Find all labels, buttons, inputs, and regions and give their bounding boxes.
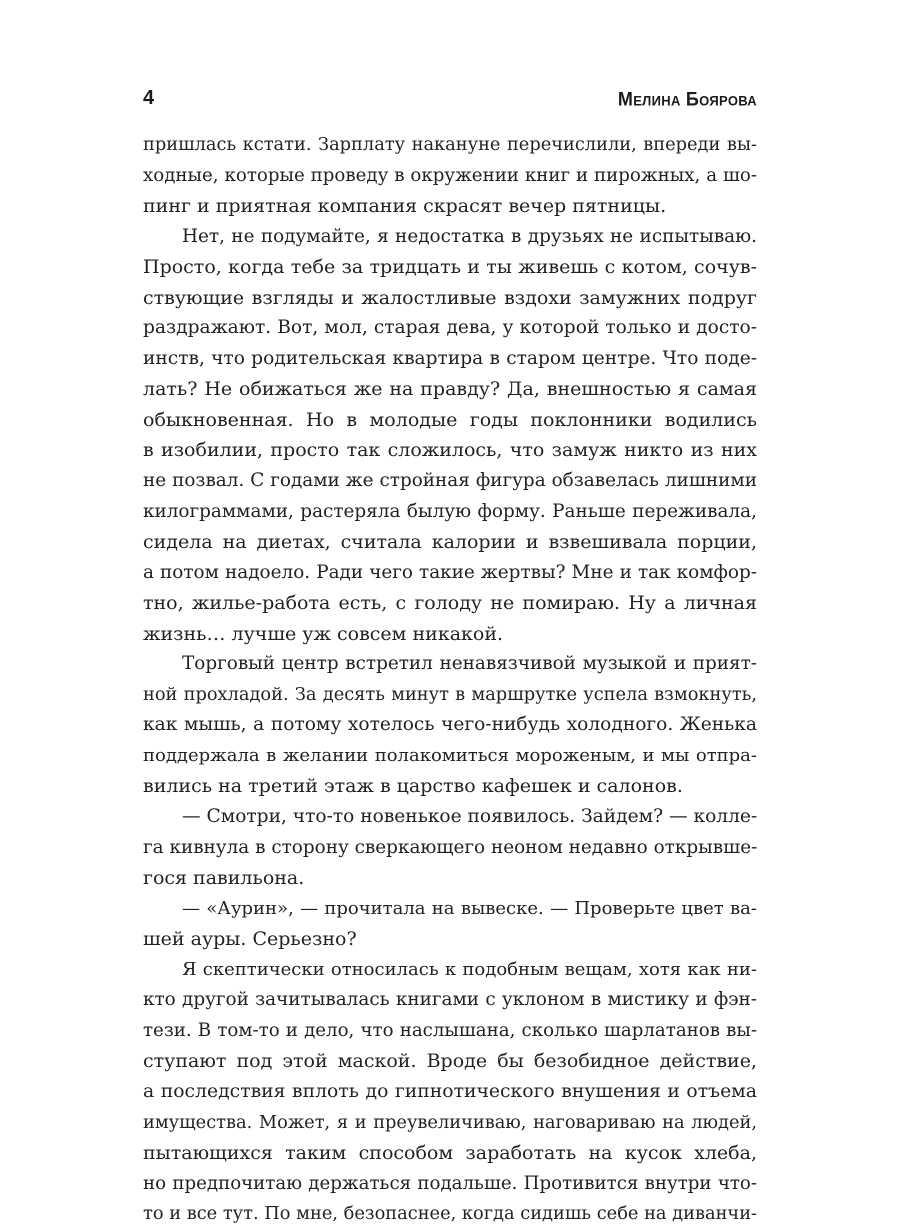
text-line: кто другой зачитывалась книгами с уклоном в мистику и фэн- bbox=[143, 989, 757, 1011]
text-line: но предпочитаю держаться подальше. Противится внутри что- bbox=[143, 1172, 757, 1194]
text-line: тно, жилье-работа есть, с голоду не помираю. Ну а личная bbox=[143, 592, 757, 615]
text-line: а последствия вплоть до гипнотического внушения и отъема bbox=[143, 1080, 757, 1102]
text-line: ступают под этой маской. Вроде бы безобидное действие, bbox=[143, 1050, 757, 1073]
text-line: пришлась кстати. Зарплату накануне перечислили, впереди вы- bbox=[143, 134, 757, 155]
text-line: тези. В том-то и дело, что наслышана, сколько шарлатанов вы- bbox=[143, 1019, 757, 1041]
text-line: а потом надоело. Ради чего такие жертвы? Мне и так комфор- bbox=[143, 561, 757, 583]
body-text bbox=[143, 130, 757, 1230]
text-line: — Смотри, что-то новенькое появилось. Зайдем? — колле- bbox=[182, 806, 757, 828]
text-line: сидела на диетах, считала калории и взвешивала порции, bbox=[143, 531, 757, 554]
text-line: ходные, которые проведу в окружении книг и пирожных, а шо- bbox=[143, 164, 757, 186]
page-header bbox=[143, 84, 757, 118]
text-line: жизнь… лучше уж совсем никакой. bbox=[143, 622, 504, 645]
text-line: Я скептически относилась к подобным вещам, хотя как ни- bbox=[182, 958, 757, 980]
running-head-author: Мелина Боярова bbox=[617, 88, 757, 110]
text-line: вились на третий этаж в царство кафешек и салонов. bbox=[143, 775, 683, 798]
text-line: гося павильона. bbox=[143, 867, 305, 890]
text-line: раздражают. Вот, мол, старая дева, у которой только и досто- bbox=[143, 317, 757, 339]
text-line: инств, что родительская квартира в старом центре. Что поде- bbox=[143, 347, 757, 369]
text-line: не позвал. С годами же стройная фигура обзавелась лишними bbox=[143, 470, 757, 492]
text-line: килограммами, растеряла былую форму. Раньше переживала, bbox=[143, 500, 757, 522]
text-line: Торговый центр встретил ненавязчивой музыкой и прият- bbox=[182, 653, 757, 675]
text-line: пинг и приятная компания скрасят вечер пятницы. bbox=[143, 195, 667, 218]
text-line: — «Аурин», — прочитала на вывеске. — Проверьте цвет ва- bbox=[182, 897, 757, 919]
text-line: шей ауры. Серьезно? bbox=[143, 928, 357, 951]
text-line: то и все тут. По мне, безопаснее, когда сидишь себе на диванчи- bbox=[143, 1203, 757, 1225]
text-line: как мышь, а потому хотелось чего-нибудь холодного. Женька bbox=[143, 714, 757, 736]
page-number: 4 bbox=[143, 87, 155, 109]
text-line: га кивнула в сторону сверкающего неоном недавно открывше- bbox=[143, 836, 757, 858]
text-line: пытающихся таким способом заработать на кусок хлеба, bbox=[143, 1142, 757, 1165]
text-line: Нет, не подумайте, я недостатка в друзьях не испытываю. bbox=[182, 225, 757, 247]
text-line: лать? Не обижаться же на правду? Да, внешностью я самая bbox=[143, 378, 757, 401]
text-line: Просто, когда тебе за тридцать и ты живешь с котом, сочув- bbox=[143, 256, 757, 279]
text-line: поддержала в желании полакомиться мороженым, и мы отпра- bbox=[143, 744, 757, 766]
text-line: ной прохладой. За десять минут в маршрутке успела взмокнуть, bbox=[143, 683, 757, 705]
text-line: обыкновенная. Но в молодые годы поклонники водились bbox=[143, 408, 757, 431]
text-line: ствующие взгляды и жалостливые вздохи замужних подруг bbox=[143, 286, 757, 309]
text-line: имущества. Может, я и преувеличиваю, наговариваю на людей, bbox=[143, 1111, 757, 1133]
text-line: в изобилии, просто так сложилось, что замуж никто из них bbox=[143, 439, 757, 462]
